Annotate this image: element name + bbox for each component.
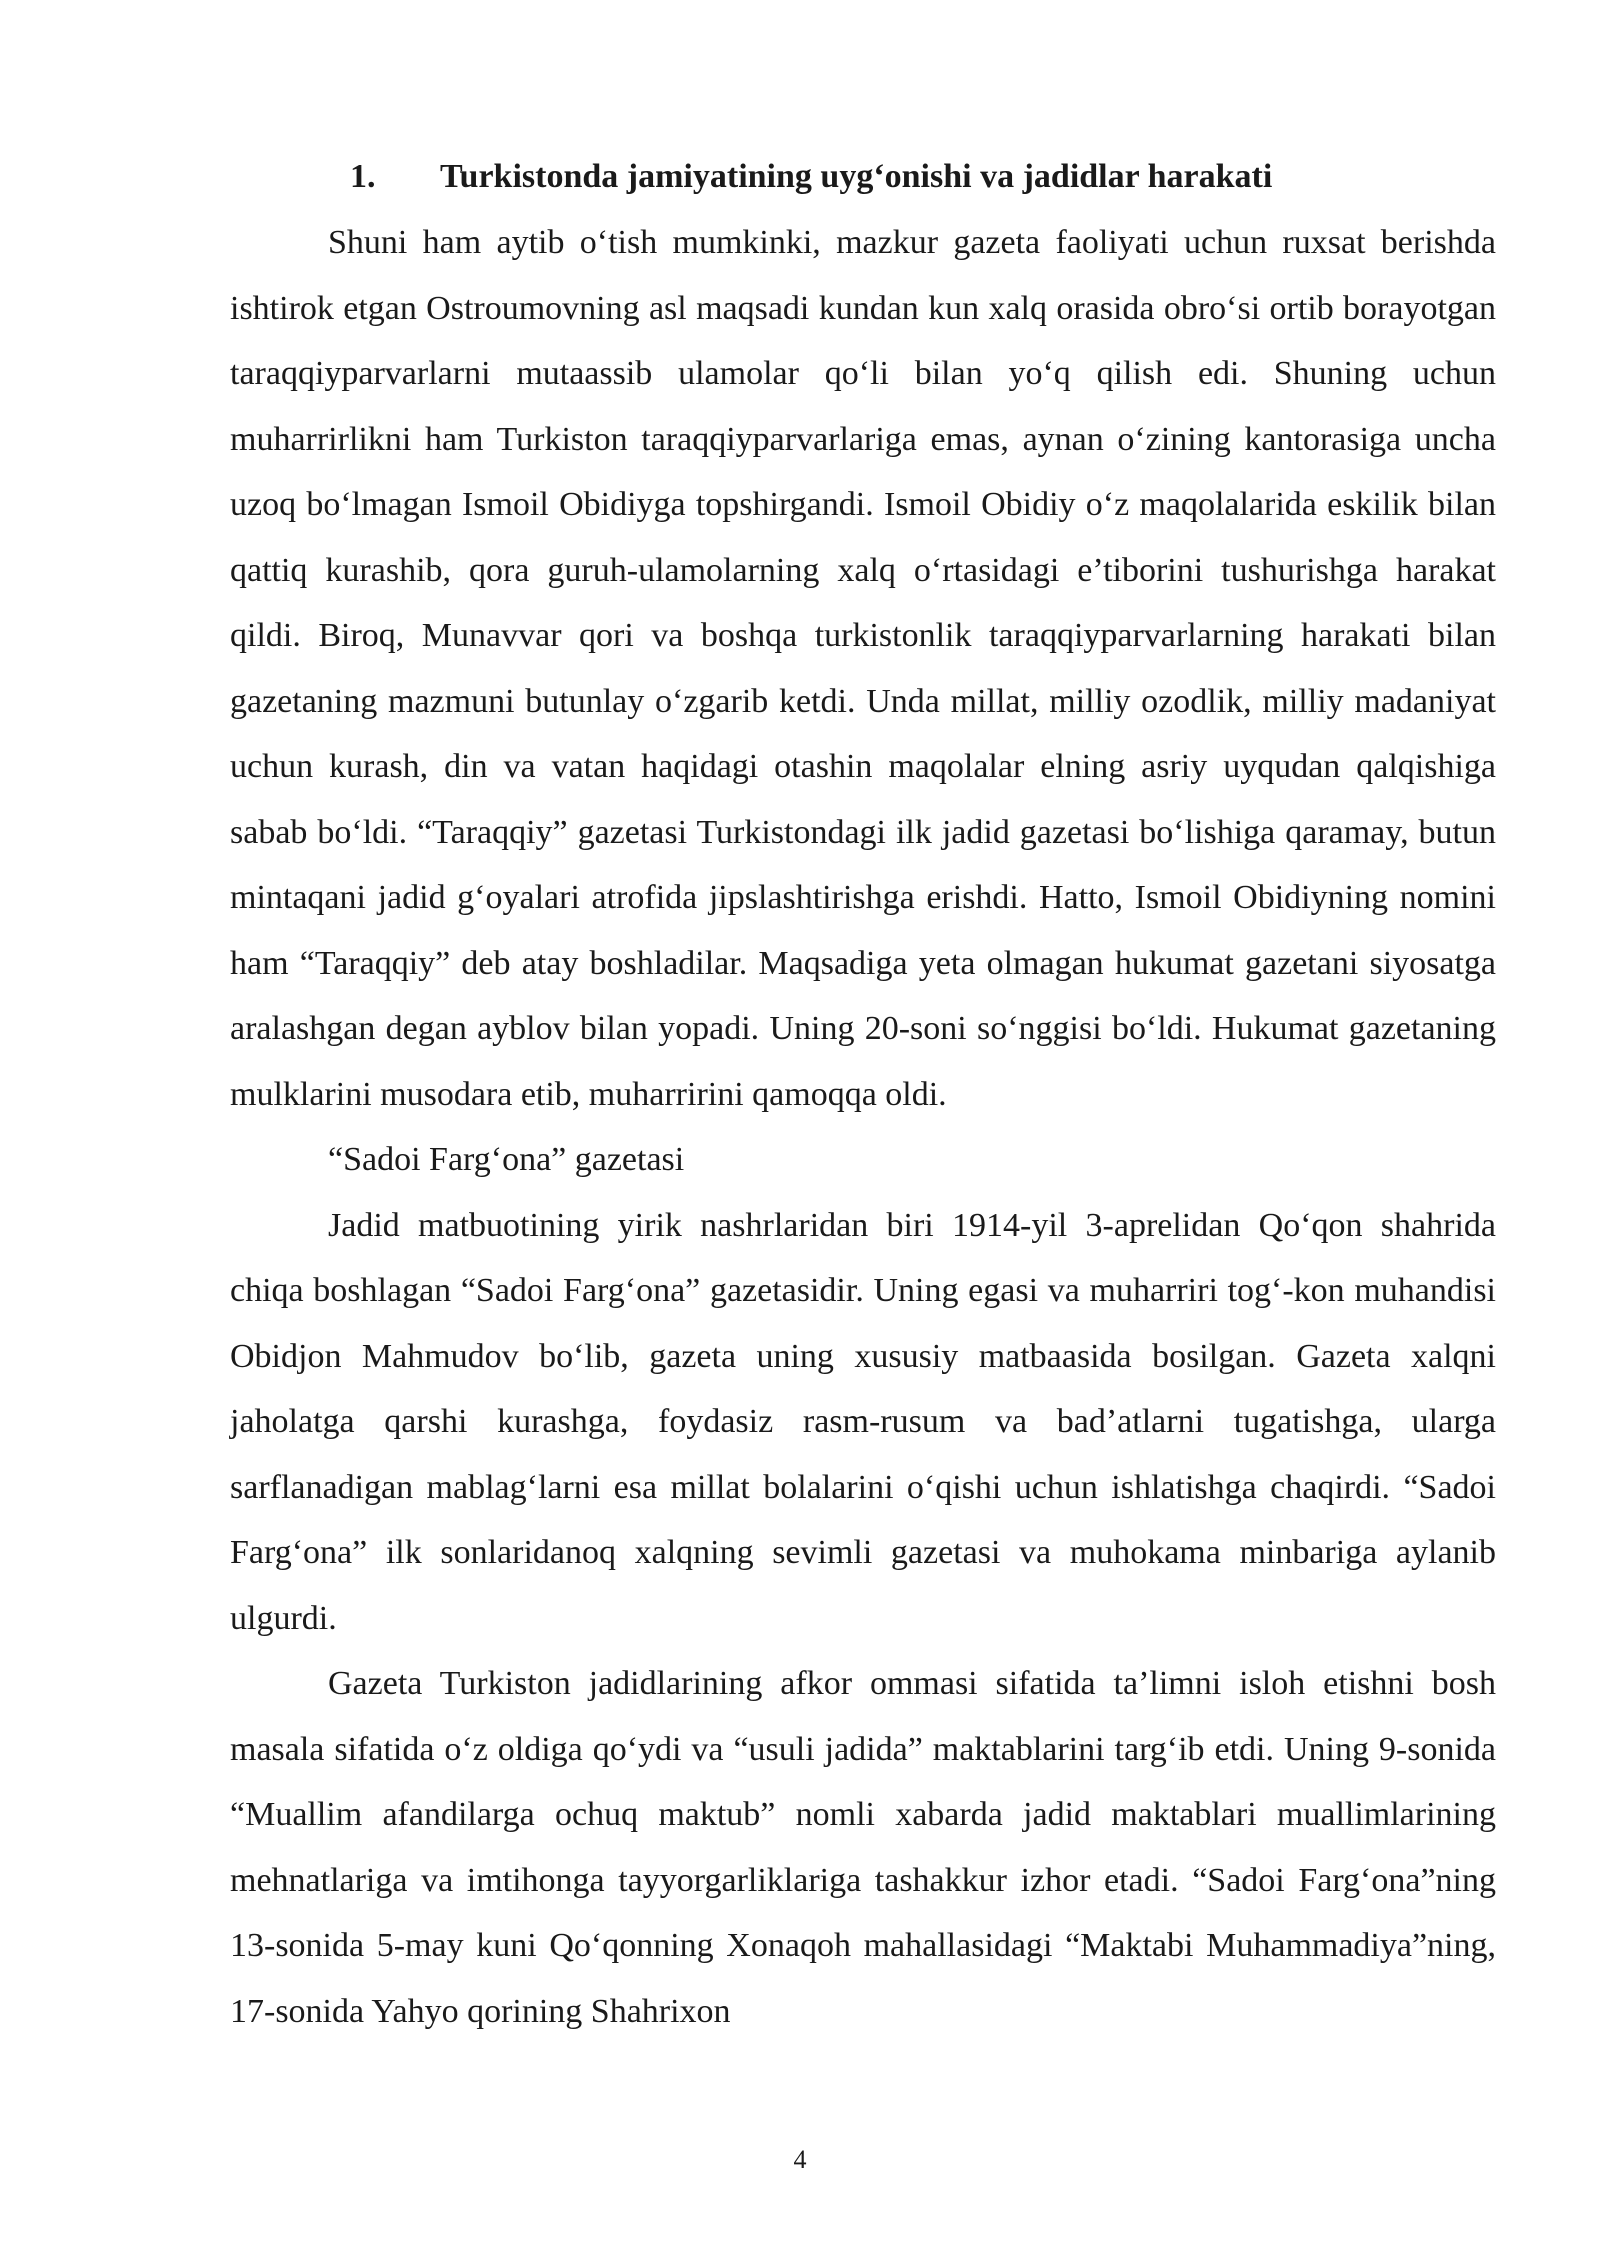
section-heading bbox=[230, 148, 1496, 206]
paragraph-taraqqiy: Shuni ham aytib o‘tish mumkinki, mazkur gazeta faoliyati uchun ruxsat berishda ishtirok etgan Ostroumovning asl maqsadi kundan kun xalq orasida obro‘si ortib borayotgan taraqqiyparvarlarni mutaassib ulamolar qo‘li bilan yo‘q qilish edi. Shuning uchun muharrirlikni ham Turkiston taraqqiyparvarlariga emas, aynan o‘zining kantorasiga uncha uzoq bo‘lmagan Ismoil Obidiyga topshirgandi. Ismoil Obidiy o‘z maqolalarida eskilik bilan qattiq kurashib, qora guruh-ulamolarning xalq o‘rtasidagi e’tiborini tushurishga harakat qildi. Biroq, Munavvar qori va boshqa turkistonlik taraqqiyparvarlarning harakati bilan gazetaning mazmuni butunlay o‘zgarib ketdi. Unda millat, milliy ozodlik, milliy madaniyat uchun kurash, din va vatan haqidagi otashin maqolalar elning asriy uyqudan qalqishiga sabab bo‘ldi. “Taraqqiy” gazetasi Turkistondagi ilk jadid gazetasi bo‘lishiga qaramay, butun mintaqani jadid g‘oyalari atrofida jipslashtirishga erishdi. Hatto, Ismoil Obidiyning nomini ham “Taraqqiy” deb atay boshladilar. Maqsadiga yeta olmagan hukumat gazetani siyosatga aralashgan degan ayblov bilan yopadi. Uning 20-soni so‘nggisi bo‘ldi. Hukumat gazetaning mulklarini musodara etib, muharririni qamoqqa oldi. bbox=[230, 224, 1496, 1113]
page-number: 4 bbox=[793, 2145, 807, 2174]
subheading-sadoi-fargona: “Sadoi Farg‘ona” gazetasi bbox=[328, 1141, 685, 1178]
section-number: 1. bbox=[350, 158, 376, 195]
paragraph-sadoi-education: Gazeta Turkiston jadidlarining afkor ommasi sifatida ta’limni isloh etishni bosh masala sifatida o‘z oldiga qo‘ydi va “usuli jadida” maktablarini targ‘ib etdi. Uning 9-sonida “Muallim afandilarga ochuq maktub” nomli xabarda jadid maktablari muallimlarining mehnatlariga va imtihonga tayyorgarliklariga tashakkur izhor etadi. “Sadoi Farg‘ona”ning 13-sonida 5-may kuni Qo‘qonning Xonaqoh mahallasidagi “Maktabi Muhammadiya”ning, 17-sonida Yahyo qorining Shahrixon bbox=[230, 1665, 1496, 2030]
section-title: Turkistonda jamiyatining uyg‘onishi va jadidlar harakati bbox=[440, 158, 1273, 195]
document-page bbox=[230, 148, 1496, 2044]
paragraph-sadoi-intro: Jadid matbuotining yirik nashrlaridan biri 1914-yil 3-aprelidan Qo‘qon shahrida chiqa boshlagan “Sadoi Farg‘ona” gazetasidir. Uning egasi va muharriri tog‘-kon muhandisi Obidjon Mahmudov bo‘lib, gazeta uning xususiy matbaasida bosilgan. Gazeta xalqni jaholatga qarshi kurashga, foydasiz rasm-rusum va bad’atlarni tugatishga, ularga sarflanadigan mablag‘larni esa millat bolalarini o‘qishi uchun ishlatishga chaqirdi. “Sadoi Farg‘ona” ilk sonlaridanoq xalqning sevimli gazetasi va muhokama minbariga aylanib ulgurdi. bbox=[230, 1206, 1496, 1637]
